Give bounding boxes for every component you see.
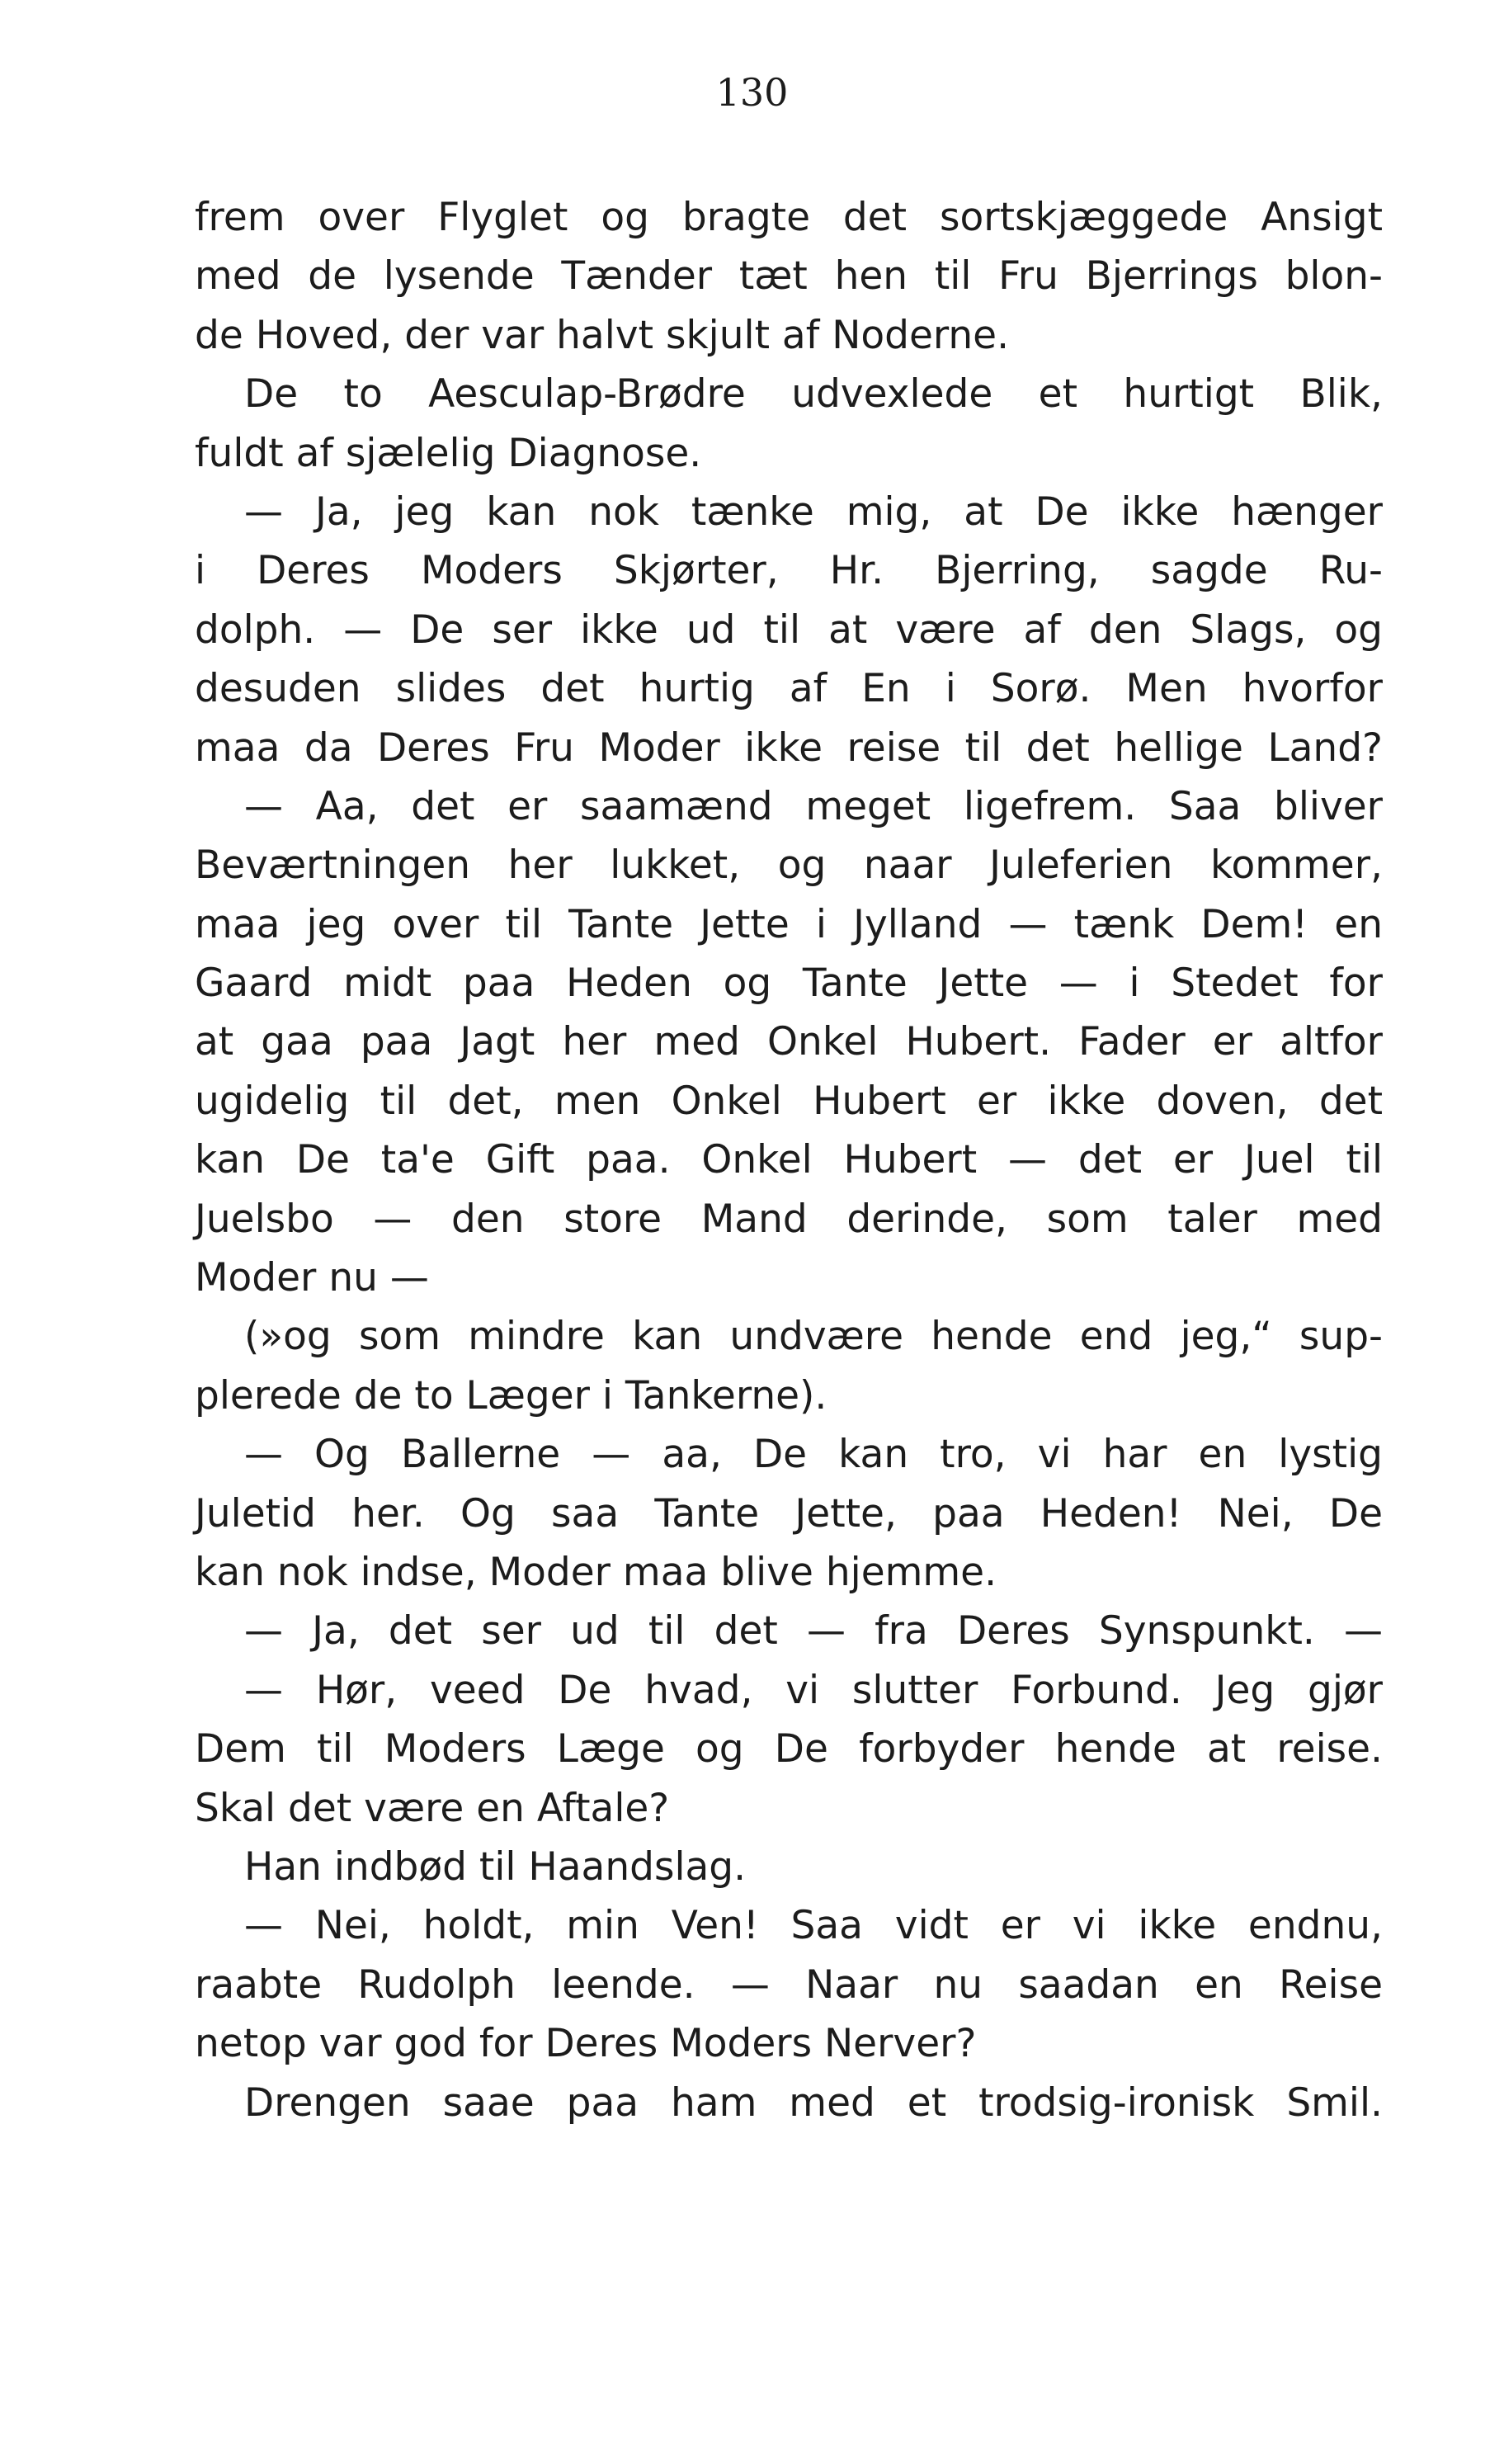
text-line: kan De ta'e Gift paa. Onkel Hubert — det er Juel til bbox=[195, 1137, 1383, 1183]
text-line: fuldt af sjælelig Diagnose. bbox=[195, 430, 702, 476]
text-line: kan nok indse, Moder maa blive hjemme. bbox=[195, 1549, 997, 1595]
text-line: raabte Rudolph leende. — Naar nu saadan en Reise bbox=[195, 1961, 1383, 2008]
text-line: maa jeg over til Tante Jette i Jylland — tænk Dem! en bbox=[195, 901, 1383, 947]
text-line: netop var god for Deres Moders Nerver? bbox=[195, 2021, 977, 2067]
page-number: 130 bbox=[715, 70, 789, 115]
text-line: — Nei, holdt, min Ven! Saa vidt er vi ikke endnu, bbox=[244, 1903, 1383, 1949]
text-line: — Hør, veed De hvad, vi slutter Forbund. Jeg gjør bbox=[244, 1667, 1383, 1713]
text-line: ugidelig til det, men Onkel Hubert er ikke doven, det bbox=[195, 1078, 1383, 1124]
text-line: desuden slides det hurtig af En i Sorø. Men hvorfor bbox=[195, 666, 1383, 712]
text-line: Dem til Moders Læge og De forbyder hende at reise. bbox=[195, 1726, 1383, 1772]
text-line: — Ja, jeg kan nok tænke mig, at De ikke hænger bbox=[244, 489, 1383, 535]
text-line: Beværtningen her lukket, og naar Juleferien kommer, bbox=[195, 843, 1383, 889]
text-line: — Ja, det ser ud til det — fra Deres Synspunkt. — bbox=[244, 1608, 1383, 1654]
text-line: De to Aesculap-Brødre udvexlede et hurtigt Blik, bbox=[244, 371, 1383, 418]
text-line: med de lysende Tænder tæt hen til Fru Bjerrings blon- bbox=[195, 253, 1383, 300]
text-line: Juletid her. Og saa Tante Jette, paa Heden! Nei, De bbox=[195, 1490, 1383, 1536]
text-line: frem over Flyglet og bragte det sortskjæggede Ansigt bbox=[195, 195, 1383, 240]
text-line: i Deres Moders Skjørter, Hr. Bjerring, sagde Ru- bbox=[195, 548, 1383, 594]
text-line: Moder nu — bbox=[195, 1255, 429, 1301]
text-line: Skal det være en Aftale? bbox=[195, 1785, 670, 1831]
text-line: Han indbød til Haandslag. bbox=[244, 1843, 747, 1890]
text-line: de Hoved, der var halvt skjult af Noderne. bbox=[195, 312, 1010, 358]
body-text bbox=[195, 188, 1383, 2132]
text-line: Drengen saae paa ham med et trodsig-ironisk Smil. bbox=[244, 2079, 1383, 2126]
text-line: (»og som mindre kan undvære hende end jeg,“ sup- bbox=[244, 1314, 1383, 1360]
text-line: plerede de to Læger i Tankerne). bbox=[195, 1372, 827, 1418]
text-line: dolph. — De ser ikke ud til at være af den Slags, og bbox=[195, 607, 1383, 653]
text-line: maa da Deres Fru Moder ikke reise til det hellige Land? bbox=[195, 725, 1383, 771]
text-line: — Aa, det er saamænd meget ligefrem. Saa bliver bbox=[244, 783, 1383, 829]
text-line: at gaa paa Jagt her med Onkel Hubert. Fader er altfor bbox=[195, 1019, 1383, 1065]
text-line: Juelsbo — den store Mand derinde, som taler med bbox=[195, 1196, 1383, 1242]
text-line: Gaard midt paa Heden og Tante Jette — i Stedet for bbox=[195, 961, 1383, 1007]
text-line: — Og Ballerne — aa, De kan tro, vi har en lystig bbox=[244, 1432, 1383, 1478]
